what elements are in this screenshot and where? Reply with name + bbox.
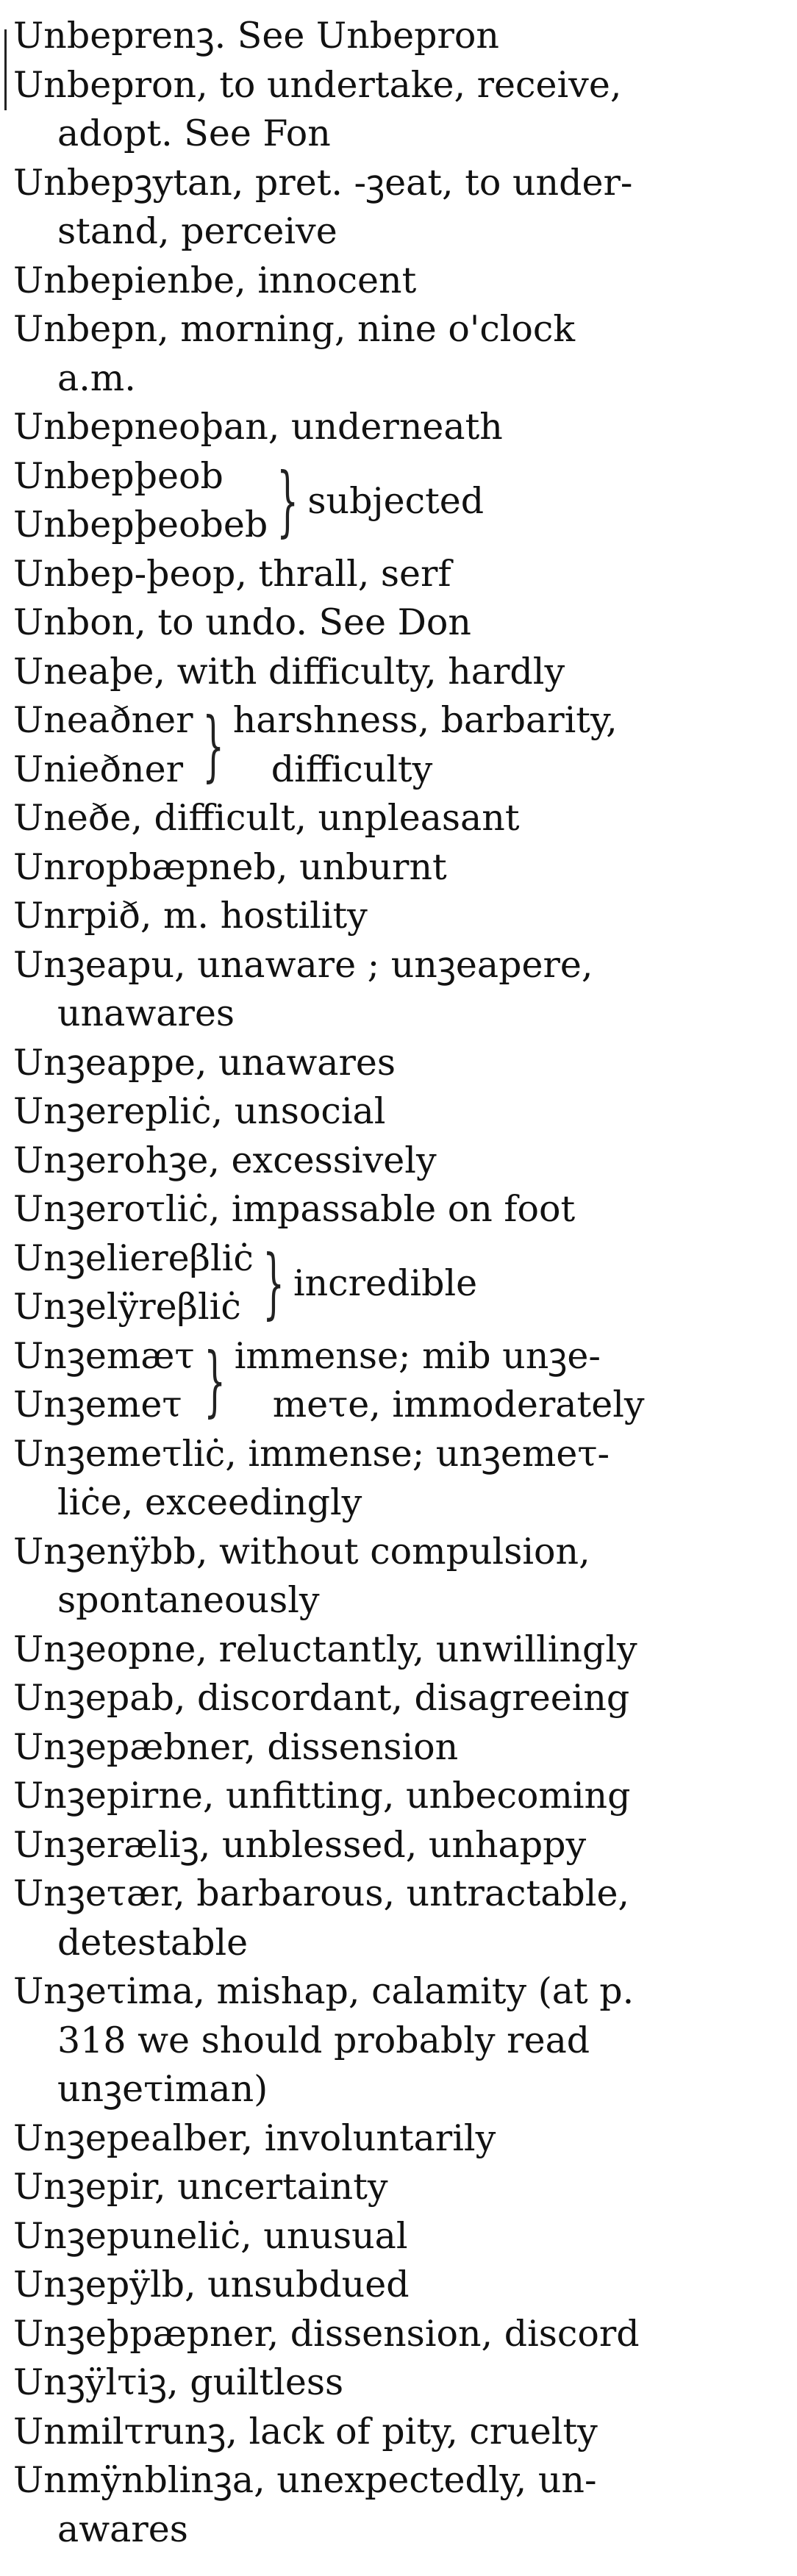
dictionary-entry — [13, 12, 785, 61]
brace-icon: } — [201, 700, 224, 790]
entry-line: Unꝫÿlτiꝫ, guiltless — [13, 2361, 344, 2403]
dictionary-entry — [13, 1674, 785, 1723]
group-headwords — [13, 1332, 195, 1430]
entry-line: Unbepꝫytan, pret. -ꝫeat, to under- — [13, 161, 633, 204]
brace-icon: } — [276, 456, 299, 545]
entry-line: Unꝫepuneliċ, unusual — [13, 2214, 408, 2257]
dictionary-entry — [13, 2261, 785, 2310]
headword: Unꝫemeτ — [13, 1384, 182, 1425]
entry-line: Unꝫeτima, mishap, calamity (at p. — [13, 1970, 635, 2012]
bracketed-entry-group — [13, 1234, 785, 1332]
dictionary-entry — [13, 648, 785, 697]
entry-continuation: spontaneously — [57, 1579, 320, 1621]
entry-continuation: 318 we should probably read — [57, 2019, 590, 2061]
bracketed-entry-group — [13, 1332, 785, 1430]
group-headwords — [13, 696, 193, 794]
dictionary-entry — [13, 1137, 785, 1186]
entry-continuation: adopt. See Fon — [57, 112, 331, 154]
entry-line: Unꝫeappe, unawares — [13, 1041, 396, 1084]
entry-line: Unbepron, to undertake, receive, — [13, 63, 622, 106]
entry-line: Unꝫerepliċ, unsocial — [13, 1090, 386, 1132]
entry-line: Unꝫepealber, involuntarily — [13, 2117, 496, 2159]
headword: Uneaðner — [13, 699, 193, 741]
dictionary-entry — [13, 2408, 785, 2457]
headword: Unbepþeob — [13, 454, 224, 497]
gloss-line: difficulty — [271, 748, 433, 790]
dictionary-entry — [13, 257, 785, 306]
dictionary-entry — [13, 1528, 785, 1625]
dictionary-entry — [13, 1625, 785, 1675]
dictionary-entry — [13, 2358, 785, 2408]
dictionary-entry — [13, 305, 785, 403]
entry-continuation: detestable — [57, 1921, 249, 1964]
dictionary-entry — [13, 843, 785, 892]
entry-line: Unropbæpneb, unburnt — [13, 845, 447, 888]
bracketed-entry-group — [13, 696, 785, 794]
group-headwords — [13, 452, 268, 550]
dictionary-entry — [13, 2212, 785, 2261]
dictionary-entry — [13, 550, 785, 599]
entry-line: Unꝫeþpæpner, dissension, discord — [13, 2312, 640, 2355]
entry-continuation: a.m. — [57, 357, 136, 399]
group-headwords — [13, 1234, 254, 1332]
entry-line: Unꝫemeτliċ, immense; unꝫemeτ- — [13, 1432, 610, 1475]
entry-line: Unꝫeopne, reluctantly, unwillingly — [13, 1628, 637, 1670]
entry-line: Unꝫepirne, unfitting, unbecoming — [13, 1775, 631, 1817]
brace-icon: } — [203, 1336, 226, 1425]
entry-line: Unꝫepir, uncertainty — [13, 2166, 388, 2208]
gloss-line: harshness, barbarity, — [232, 699, 618, 741]
dictionary-entry — [13, 159, 785, 257]
dictionary-entry — [13, 1967, 785, 2114]
headword: Unꝫemæτ — [13, 1334, 195, 1377]
entry-line: Unꝫenÿbb, without compulsion, — [13, 1530, 590, 1573]
entry-continuation: stand, perceive — [57, 210, 337, 252]
entry-line: Unꝫeræliꝫ, unblessed, unhappy — [13, 1823, 587, 1866]
dictionary-entry — [13, 1772, 785, 1821]
entry-line: Unꝫerohꝫe, excessively — [13, 1139, 437, 1181]
entry-continuation: unꝫeτiman) — [57, 2068, 268, 2110]
entry-line: Unꝫepæbner, dissension — [13, 1725, 459, 1768]
entry-line: Unbon, to undo. See Don — [13, 601, 471, 643]
headword: Unieðner — [13, 748, 184, 790]
headword: Unꝫeliereβliċ — [13, 1237, 254, 1279]
dictionary-entry — [13, 941, 785, 1039]
group-gloss: incredible — [293, 1262, 478, 1304]
gloss-line: immense; mib unꝫe- — [234, 1334, 601, 1377]
column-rule — [4, 29, 7, 110]
entry-line: Unmÿnblinꝫa, unexpectedly, un- — [13, 2459, 597, 2501]
gloss-line: meτe, immoderately — [272, 1384, 645, 1425]
entry-line: Unꝫeapu, unaware ; unꝫeapere, — [13, 943, 593, 986]
group-gloss — [235, 1332, 645, 1430]
group-gloss: subjected — [307, 479, 485, 522]
bracketed-entry-group — [13, 452, 785, 550]
dictionary-entry — [13, 598, 785, 648]
brace-icon: } — [262, 1238, 285, 1328]
entry-continuation: unawares — [57, 992, 235, 1034]
entry-continuation: awares — [57, 2508, 188, 2550]
dictionary-entry — [13, 794, 785, 843]
entry-line: Unbepn, morning, nine o'clock — [13, 308, 576, 350]
dictionary-entry — [13, 1870, 785, 1967]
entry-list — [13, 12, 785, 2554]
entry-line: Uneaþe, with difficulty, hardly — [13, 650, 565, 693]
dictionary-entry — [13, 1821, 785, 1870]
dictionary-entry — [13, 2114, 785, 2164]
entry-line: Unꝫepÿlb, unsubdued — [13, 2264, 410, 2305]
dictionary-entry — [13, 1039, 785, 1088]
dictionary-entry — [13, 1723, 785, 1772]
dictionary-entry — [13, 1430, 785, 1528]
dictionary-entry — [13, 1087, 785, 1137]
entry-line: Unmilτrunꝫ, lack of pity, cruelty — [13, 2410, 598, 2452]
entry-line: Unbeprenꝫ. See Unbepron — [13, 15, 499, 57]
dictionary-entry — [13, 2163, 785, 2212]
entry-line: Unrpið, m. hostility — [13, 895, 368, 937]
dictionary-entry — [13, 2456, 785, 2554]
dictionary-entry — [13, 403, 785, 452]
group-gloss — [233, 696, 618, 794]
entry-line: Unꝫepab, discordant, disagreeing — [13, 1677, 630, 1719]
dictionary-entry — [13, 1185, 785, 1234]
headword: Unꝫelÿreβliċ — [13, 1286, 241, 1328]
dictionary-entry — [13, 892, 785, 941]
entry-line: Unbep-þeop, thrall, serf — [13, 552, 451, 595]
entry-line: Unꝫeroτliċ, impassable on foot — [13, 1188, 576, 1230]
entry-line: Unꝫeτær, barbarous, untractable, — [13, 1872, 630, 1914]
headword: Unbepþeobeb — [13, 504, 268, 545]
entry-line: Uneðe, difficult, unpleasant — [13, 797, 520, 839]
entry-line: Unbepienbe, innocent — [13, 259, 417, 301]
dictionary-entry — [13, 61, 785, 159]
dictionary-entry — [13, 2310, 785, 2359]
entry-continuation: liċe, exceedingly — [57, 1481, 362, 1523]
entry-line: Unbepneoþan, underneath — [13, 406, 503, 448]
